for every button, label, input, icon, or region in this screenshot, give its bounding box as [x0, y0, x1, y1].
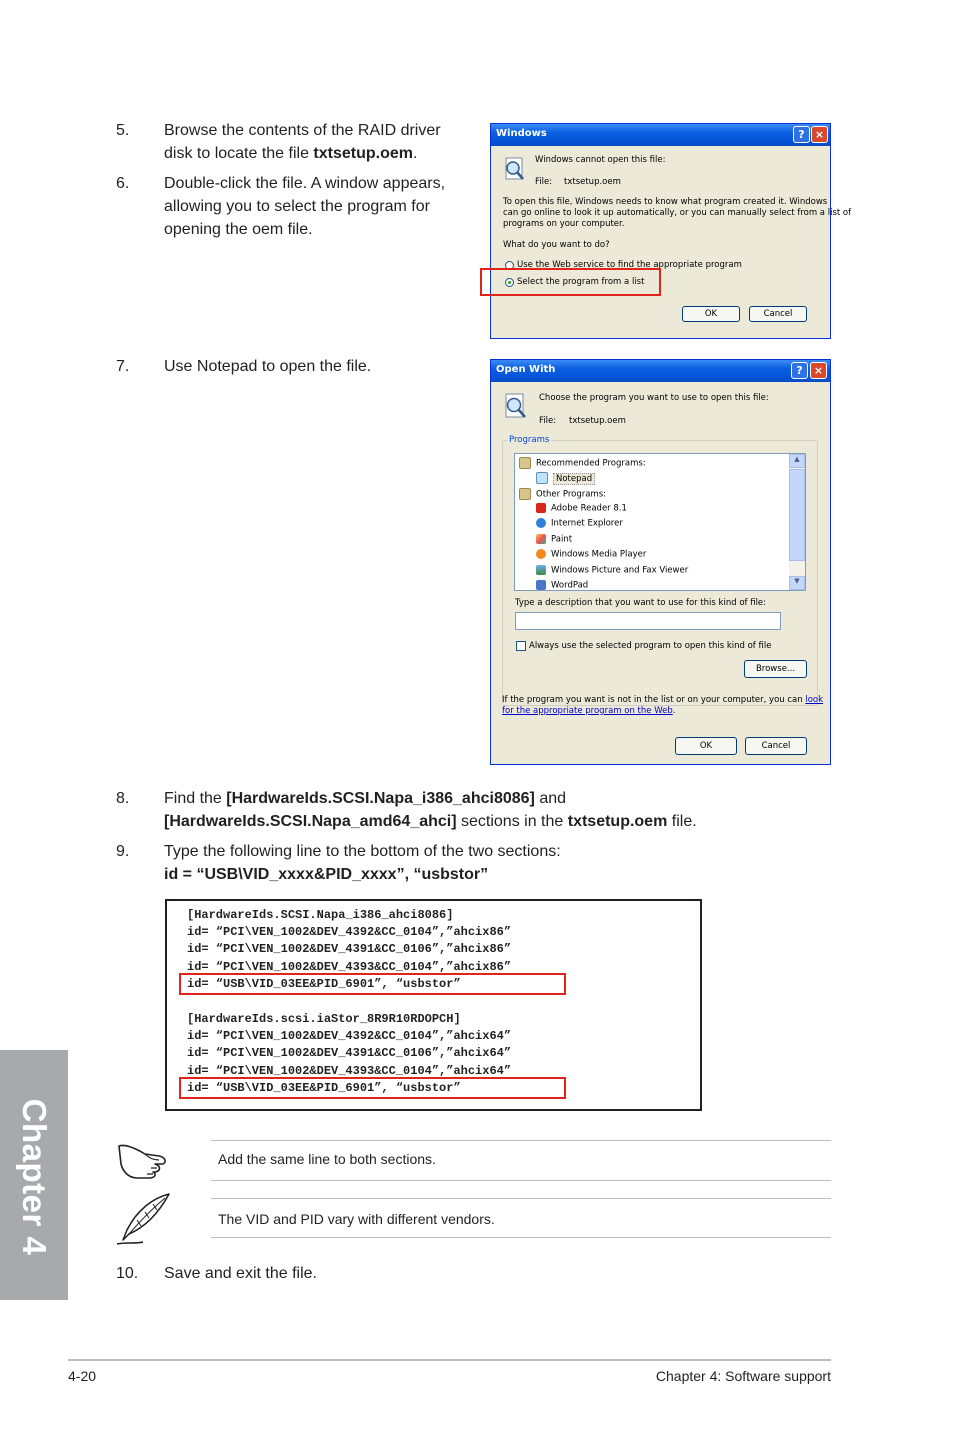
- note-text: Add the same line to both sections.: [218, 1151, 436, 1167]
- dialog-title: Open With: [496, 364, 556, 375]
- chapter-tab: [0, 1050, 68, 1300]
- scroll-thumb[interactable]: [789, 469, 805, 561]
- other-programs-header: Other Programs:: [519, 488, 606, 500]
- step-number: 10.: [116, 1265, 139, 1282]
- program-windows-media-player[interactable]: Windows Media Player: [536, 549, 646, 560]
- always-use-checkbox[interactable]: [516, 641, 526, 651]
- ok-button[interactable]: OK: [682, 306, 740, 322]
- description-line: can go online to look it up automatically, or you can manually select from a list of: [503, 208, 852, 218]
- web-link[interactable]: for the appropriate program on the Web: [502, 706, 673, 716]
- note-divider: [211, 1140, 831, 1141]
- file-label: File:: [539, 416, 557, 426]
- program-wordpad[interactable]: WordPad: [536, 580, 588, 590]
- step-text: Browse the contents of the RAID driver disk to locate the file txtsetup.oem.: [164, 122, 441, 162]
- code-line: id= “PCI\VEN_1002&DEV_4393&CC_0104”,”ahcix86”: [187, 960, 512, 974]
- magnifier-file-icon: [503, 156, 527, 182]
- highlight-box: [179, 973, 566, 995]
- step-number: 9.: [116, 843, 130, 860]
- close-button[interactable]: ×: [810, 362, 827, 379]
- help-button[interactable]: ?: [793, 126, 810, 143]
- description-input[interactable]: [515, 612, 781, 630]
- help-button[interactable]: ?: [791, 362, 808, 379]
- code-line: id= “PCI\VEN_1002&DEV_4392&CC_0104”,”ahcix86”: [187, 925, 512, 939]
- note-divider: [211, 1180, 831, 1181]
- program-internet-explorer[interactable]: Internet Explorer: [536, 518, 623, 529]
- internet-explorer-icon: [536, 518, 546, 528]
- note-divider: [211, 1198, 831, 1199]
- line-to-add: id = “USB\VID_xxxx&PID_xxxx”, “usbstor”: [164, 866, 489, 883]
- footer-section: Chapter 4: Software support: [655, 1368, 831, 1384]
- code-line: id= “PCI\VEN_1002&DEV_4391&CC_0106”,”ahcix86”: [187, 942, 512, 956]
- step-number: 7.: [116, 358, 130, 375]
- program-adobe-reader[interactable]: Adobe Reader 8.1: [536, 503, 627, 514]
- hand-icon: [115, 1138, 173, 1182]
- chapter-tab-label: Chapter 4: [16, 1098, 53, 1256]
- option-select-from-list[interactable]: Select the program from a list: [517, 277, 645, 287]
- file-label: File:: [535, 177, 553, 187]
- look-link[interactable]: look: [805, 695, 824, 705]
- message-text: Windows cannot open this file:: [535, 155, 666, 165]
- step-text: Type the following line to the bottom of the two sections: id = “USB\VID_xxxx&PID_xxxx”, “usbstor”: [164, 843, 561, 883]
- close-button[interactable]: ×: [811, 126, 828, 143]
- notepad-icon: [536, 472, 548, 484]
- open-with-dialog: Open With ? × Choose the program you want to use to open this file: File: txtsetup.oem Programs ▲ ▼ Recommended Programs: Notepad Other Programs: Adobe Reader 8.1 Internet Explorer Paint Windows Media Player Windows Picture and Fax Viewer WordPad Type a description that you want to use for this kind of file: Always use the selected program to open this kind of file Browse... If the program you want is not in the list or on your computer, you can look for the appropriate program on the Web. OK Cancel: [490, 359, 831, 765]
- browse-button[interactable]: Browse...: [744, 660, 807, 678]
- step-text: Save and exit the file.: [164, 1265, 317, 1282]
- scroll-up-button[interactable]: ▲: [789, 454, 805, 468]
- cancel-button[interactable]: Cancel: [749, 306, 807, 322]
- message-text: Choose the program you want to use to open this file:: [539, 393, 769, 403]
- option-web-service[interactable]: Use the Web service to find the appropriate program: [517, 260, 742, 270]
- code-line: id= “USB\VID_03EE&PID_6901”, “usbstor”: [187, 977, 461, 991]
- magnifier-file-icon: [503, 392, 529, 420]
- question-text: What do you want to do?: [503, 240, 610, 250]
- code-line: id= “PCI\VEN_1002&DEV_4391&CC_0106”,”ahcix64”: [187, 1046, 512, 1060]
- step-text: Double-click the file. A window appears, allowing you to select the program for opening the oem file.: [164, 175, 446, 238]
- windows-cannot-open-dialog: [490, 123, 852, 339]
- file-name: txtsetup.oem: [564, 177, 621, 187]
- code-line: id= “PCI\VEN_1002&DEV_4392&CC_0104”,”ahcix64”: [187, 1029, 512, 1043]
- step-number: 5.: [116, 122, 130, 139]
- code-line: [HardwareIds.SCSI.Napa_i386_ahci8086]: [187, 908, 454, 922]
- program-paint[interactable]: Paint: [536, 534, 572, 545]
- footer-divider: [68, 1359, 831, 1361]
- feather-pen-icon: [113, 1190, 173, 1248]
- programs-label: Programs: [509, 435, 550, 445]
- wordpad-icon: [536, 580, 546, 590]
- program-picture-fax-viewer[interactable]: Windows Picture and Fax Viewer: [536, 565, 688, 576]
- step-text: Find the [HardwareIds.SCSI.Napa_i386_ahci8086] and [HardwareIds.SCSI.Napa_amd64_ahci] sections in the txtsetup.oem file.: [164, 790, 697, 830]
- scroll-down-button[interactable]: ▼: [789, 576, 805, 590]
- title-bar: [491, 360, 830, 382]
- step-number: 8.: [116, 790, 130, 807]
- step-number: 6.: [116, 175, 130, 192]
- note-text: The VID and PID vary with different vendors.: [218, 1211, 495, 1227]
- file-name: txtsetup.oem: [569, 416, 626, 426]
- folder-icon: [519, 488, 531, 500]
- highlight-box: [179, 1077, 566, 1099]
- always-use-label[interactable]: Always use the selected program to open this kind of file: [529, 641, 772, 651]
- title-bar: [491, 124, 830, 146]
- code-line: [HardwareIds.scsi.iaStor_8R9R10RDOPCH]: [187, 1012, 461, 1026]
- picture-viewer-icon: [536, 565, 546, 575]
- code-line: id= “PCI\VEN_1002&DEV_4393&CC_0104”,”ahcix64”: [187, 1064, 512, 1078]
- code-line: id= “USB\VID_03EE&PID_6901”, “usbstor”: [187, 1081, 461, 1095]
- page-number: 4-20: [68, 1368, 97, 1384]
- adobe-reader-icon: [536, 503, 546, 513]
- step-text: Use Notepad to open the file.: [164, 358, 372, 375]
- program-notepad[interactable]: Notepad: [536, 472, 595, 484]
- description-line: To open this file, Windows needs to know what program created it. Windows: [503, 197, 828, 207]
- note-divider: [211, 1237, 831, 1238]
- highlight-box: [480, 268, 661, 296]
- paint-icon: [536, 534, 546, 544]
- cancel-button[interactable]: Cancel: [745, 737, 807, 755]
- recommended-programs-header: Recommended Programs:: [519, 457, 646, 469]
- scrollbar[interactable]: [789, 454, 805, 590]
- folder-icon: [519, 457, 531, 469]
- description-label: Type a description that you want to use for this kind of file:: [515, 598, 767, 608]
- dialog-title: Windows: [496, 128, 547, 139]
- footer-text: If the program you want is not in the list or on your computer, you can look: [502, 695, 824, 705]
- media-player-icon: [536, 549, 546, 559]
- ok-button[interactable]: OK: [675, 737, 737, 755]
- file-name: txtsetup.oem: [313, 145, 413, 162]
- description-line: programs on your computer.: [503, 219, 625, 229]
